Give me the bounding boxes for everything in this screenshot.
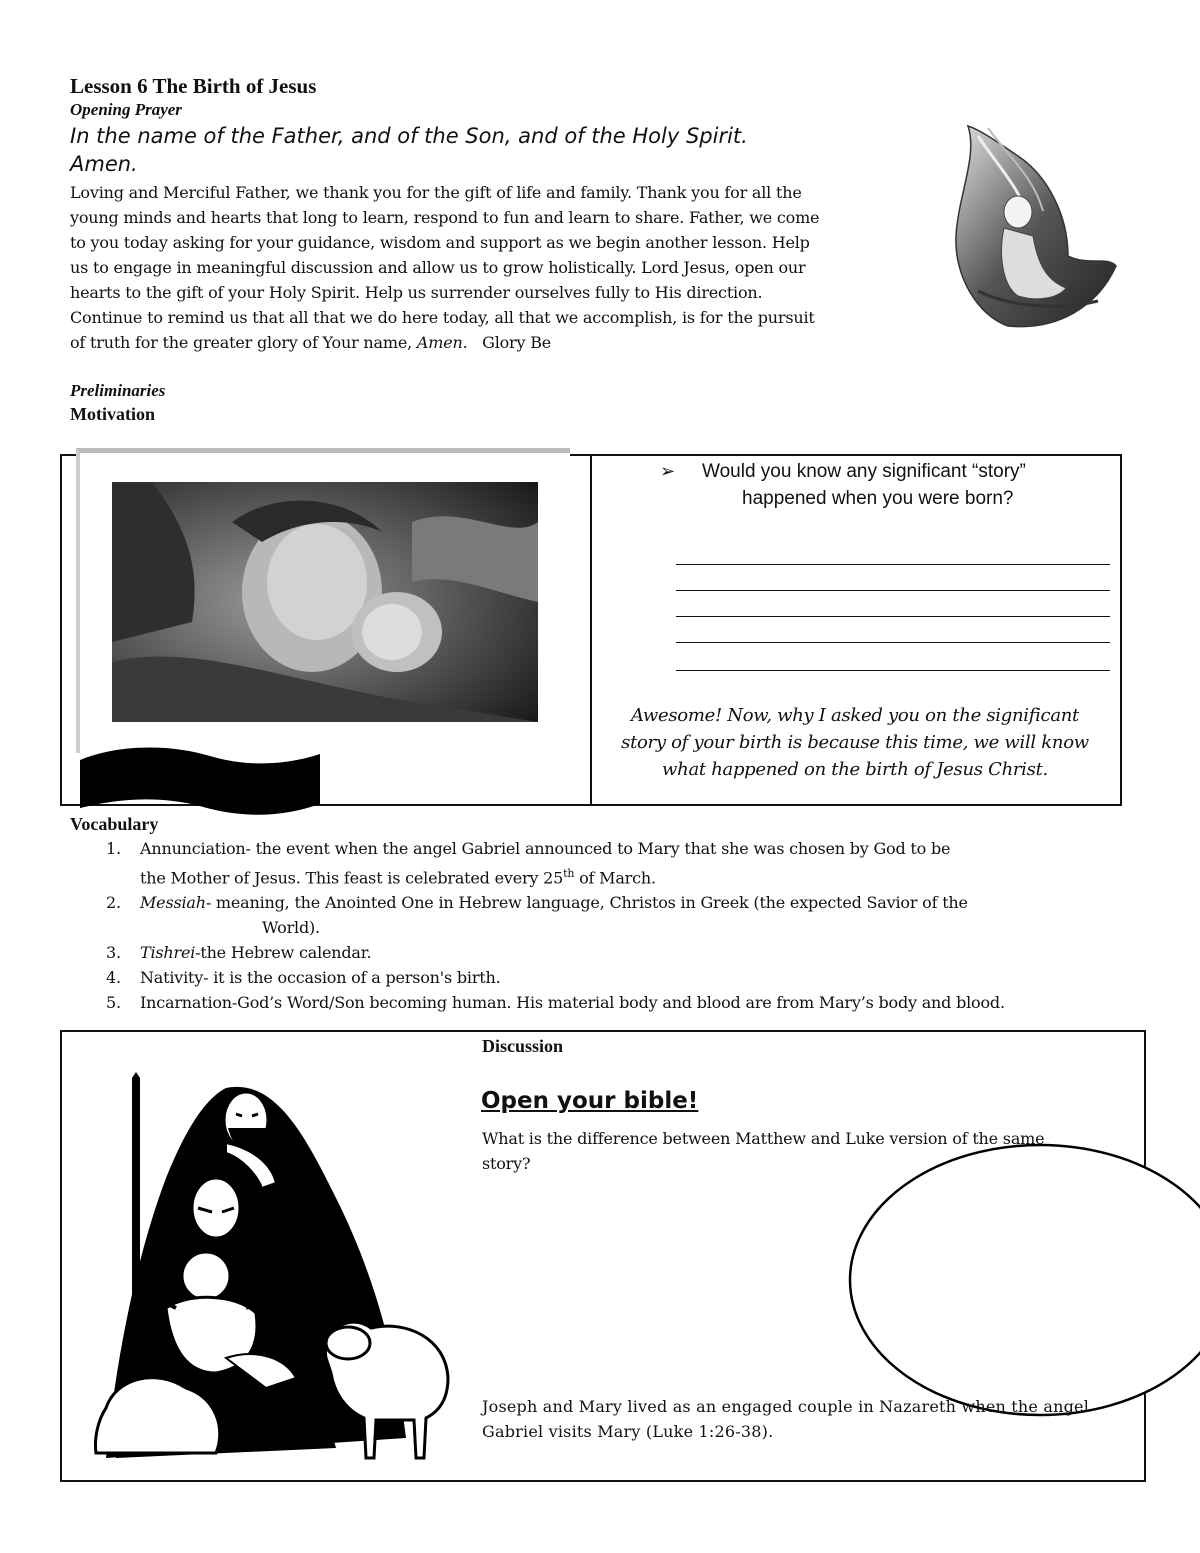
glory-be: Glory Be <box>467 333 552 352</box>
motivation-box-divider <box>590 454 592 806</box>
vocab-text: Annunciation- the event when the angel Gabriel announced to Mary that she was chosen by God to be <box>140 839 951 858</box>
page-title: Lesson 6 The Birth of Jesus <box>70 74 317 98</box>
discussion-question-line: story? <box>482 1154 531 1173</box>
vocab-line <box>140 940 1100 965</box>
vocab-item-incarnation <box>100 990 1100 1015</box>
prayer-amen: Amen. <box>416 333 468 352</box>
joseph-line: Gabriel visits Mary (Luke 1:26-38). <box>482 1422 774 1441</box>
prayer-text <box>70 180 900 355</box>
arrow-bullet-icon: ➢ <box>660 461 676 481</box>
answer-oval[interactable] <box>840 1140 1200 1420</box>
awesome-line: Awesome! Now, why I asked you on the significant <box>631 705 1079 726</box>
answer-line[interactable] <box>676 670 1110 671</box>
question-line: Would you know any significant “story” <box>702 461 1026 482</box>
vocabulary-heading: Vocabulary <box>70 814 159 834</box>
vocab-text: Incarnation-God’s Word/Son becoming human. His material body and blood are from Mary’s body and blood. <box>140 993 1005 1013</box>
vocab-text-cont <box>140 861 1100 890</box>
praying-child-illustration <box>948 116 1120 332</box>
open-bible-heading: Open your bible! <box>481 1088 699 1114</box>
black-wave-overlap <box>80 790 320 816</box>
vocabulary-list <box>100 836 1100 1015</box>
answer-line[interactable] <box>676 590 1110 591</box>
holy-family-illustration <box>76 1058 458 1470</box>
vocab-text: Nativity- it is the occasion of a person's birth. <box>140 968 501 988</box>
awesome-line: what happened on the birth of Jesus Christ. <box>662 759 1048 780</box>
preliminaries-heading: Preliminaries <box>70 381 166 400</box>
prayer-line: Loving and Merciful Father, we thank you for the gift of life and family. Thank you for all the <box>70 183 802 202</box>
vocab-item-nativity <box>100 965 1100 990</box>
prayer-last-line <box>70 330 900 355</box>
discussion-question-line: What is the difference between Matthew and Luke version of the same <box>482 1129 1045 1148</box>
sign-of-cross-line: In the name of the Father, and of the Son, and of the Holy Spirit. <box>70 124 748 148</box>
answer-line[interactable] <box>676 642 1110 643</box>
vocab-term: Tishrei <box>140 943 196 963</box>
joseph-mary-text <box>482 1394 1130 1444</box>
vocab-text: of March. <box>574 868 656 888</box>
vocab-text: World). <box>262 918 320 938</box>
prayer-line: young minds and hearts that long to learn, respond to fun and learn to share. Father, we come <box>70 208 820 227</box>
vocab-text: -the Hebrew calendar. <box>195 943 372 963</box>
discussion-heading: Discussion <box>482 1036 564 1056</box>
answer-line[interactable] <box>676 616 1110 617</box>
joseph-line: Joseph and Mary lived as an engaged couple in Nazareth when the angel <box>482 1397 1090 1416</box>
mother-newborn-photo <box>112 482 538 722</box>
vocab-number: 1. <box>106 839 121 858</box>
vocab-item-annunciation <box>100 836 1100 890</box>
vocab-number: 3. <box>106 943 121 963</box>
awesome-line: story of your birth is because this time, we will know <box>621 732 1089 753</box>
opening-prayer-heading: Opening Prayer <box>70 100 182 119</box>
answer-line[interactable] <box>676 564 1110 565</box>
prayer-line: to you today asking for your guidance, wisdom and support as we begin another lesson. Help <box>70 233 810 252</box>
sign-of-cross-amen: Amen. <box>70 152 138 176</box>
motivation-question <box>660 458 1110 512</box>
awesome-message <box>600 702 1110 783</box>
question-line: happened when you were born? <box>742 488 1014 509</box>
sign-of-cross <box>70 122 870 178</box>
vocab-term: Messiah <box>140 893 206 913</box>
vocab-line <box>140 890 1100 915</box>
vocab-number: 4. <box>106 968 121 988</box>
vocab-number: 2. <box>106 893 121 913</box>
prayer-line: hearts to the gift of your Holy Spirit. Help us surrender ourselves fully to His direction. <box>70 283 763 302</box>
prayer-last-text: of truth for the greater glory of Your name, <box>70 333 417 352</box>
prayer-line: Continue to remind us that all that we do here today, all that we accomplish, is for the pursuit <box>70 308 815 327</box>
vocab-item-messiah <box>100 890 1100 940</box>
vocab-sup: th <box>563 867 575 880</box>
prayer-line: us to engage in meaningful discussion and allow us to grow holistically. Lord Jesus, open our <box>70 258 806 277</box>
vocab-text: - meaning, the Anointed One in Hebrew language, Christos in Greek (the expected Savior of the <box>205 893 968 913</box>
vocab-text: the Mother of Jesus. This feast is celebrated every 25 <box>140 868 564 888</box>
vocab-item-tishrei <box>100 940 1100 965</box>
vocab-number: 5. <box>106 993 121 1013</box>
motivation-heading: Motivation <box>70 404 155 424</box>
